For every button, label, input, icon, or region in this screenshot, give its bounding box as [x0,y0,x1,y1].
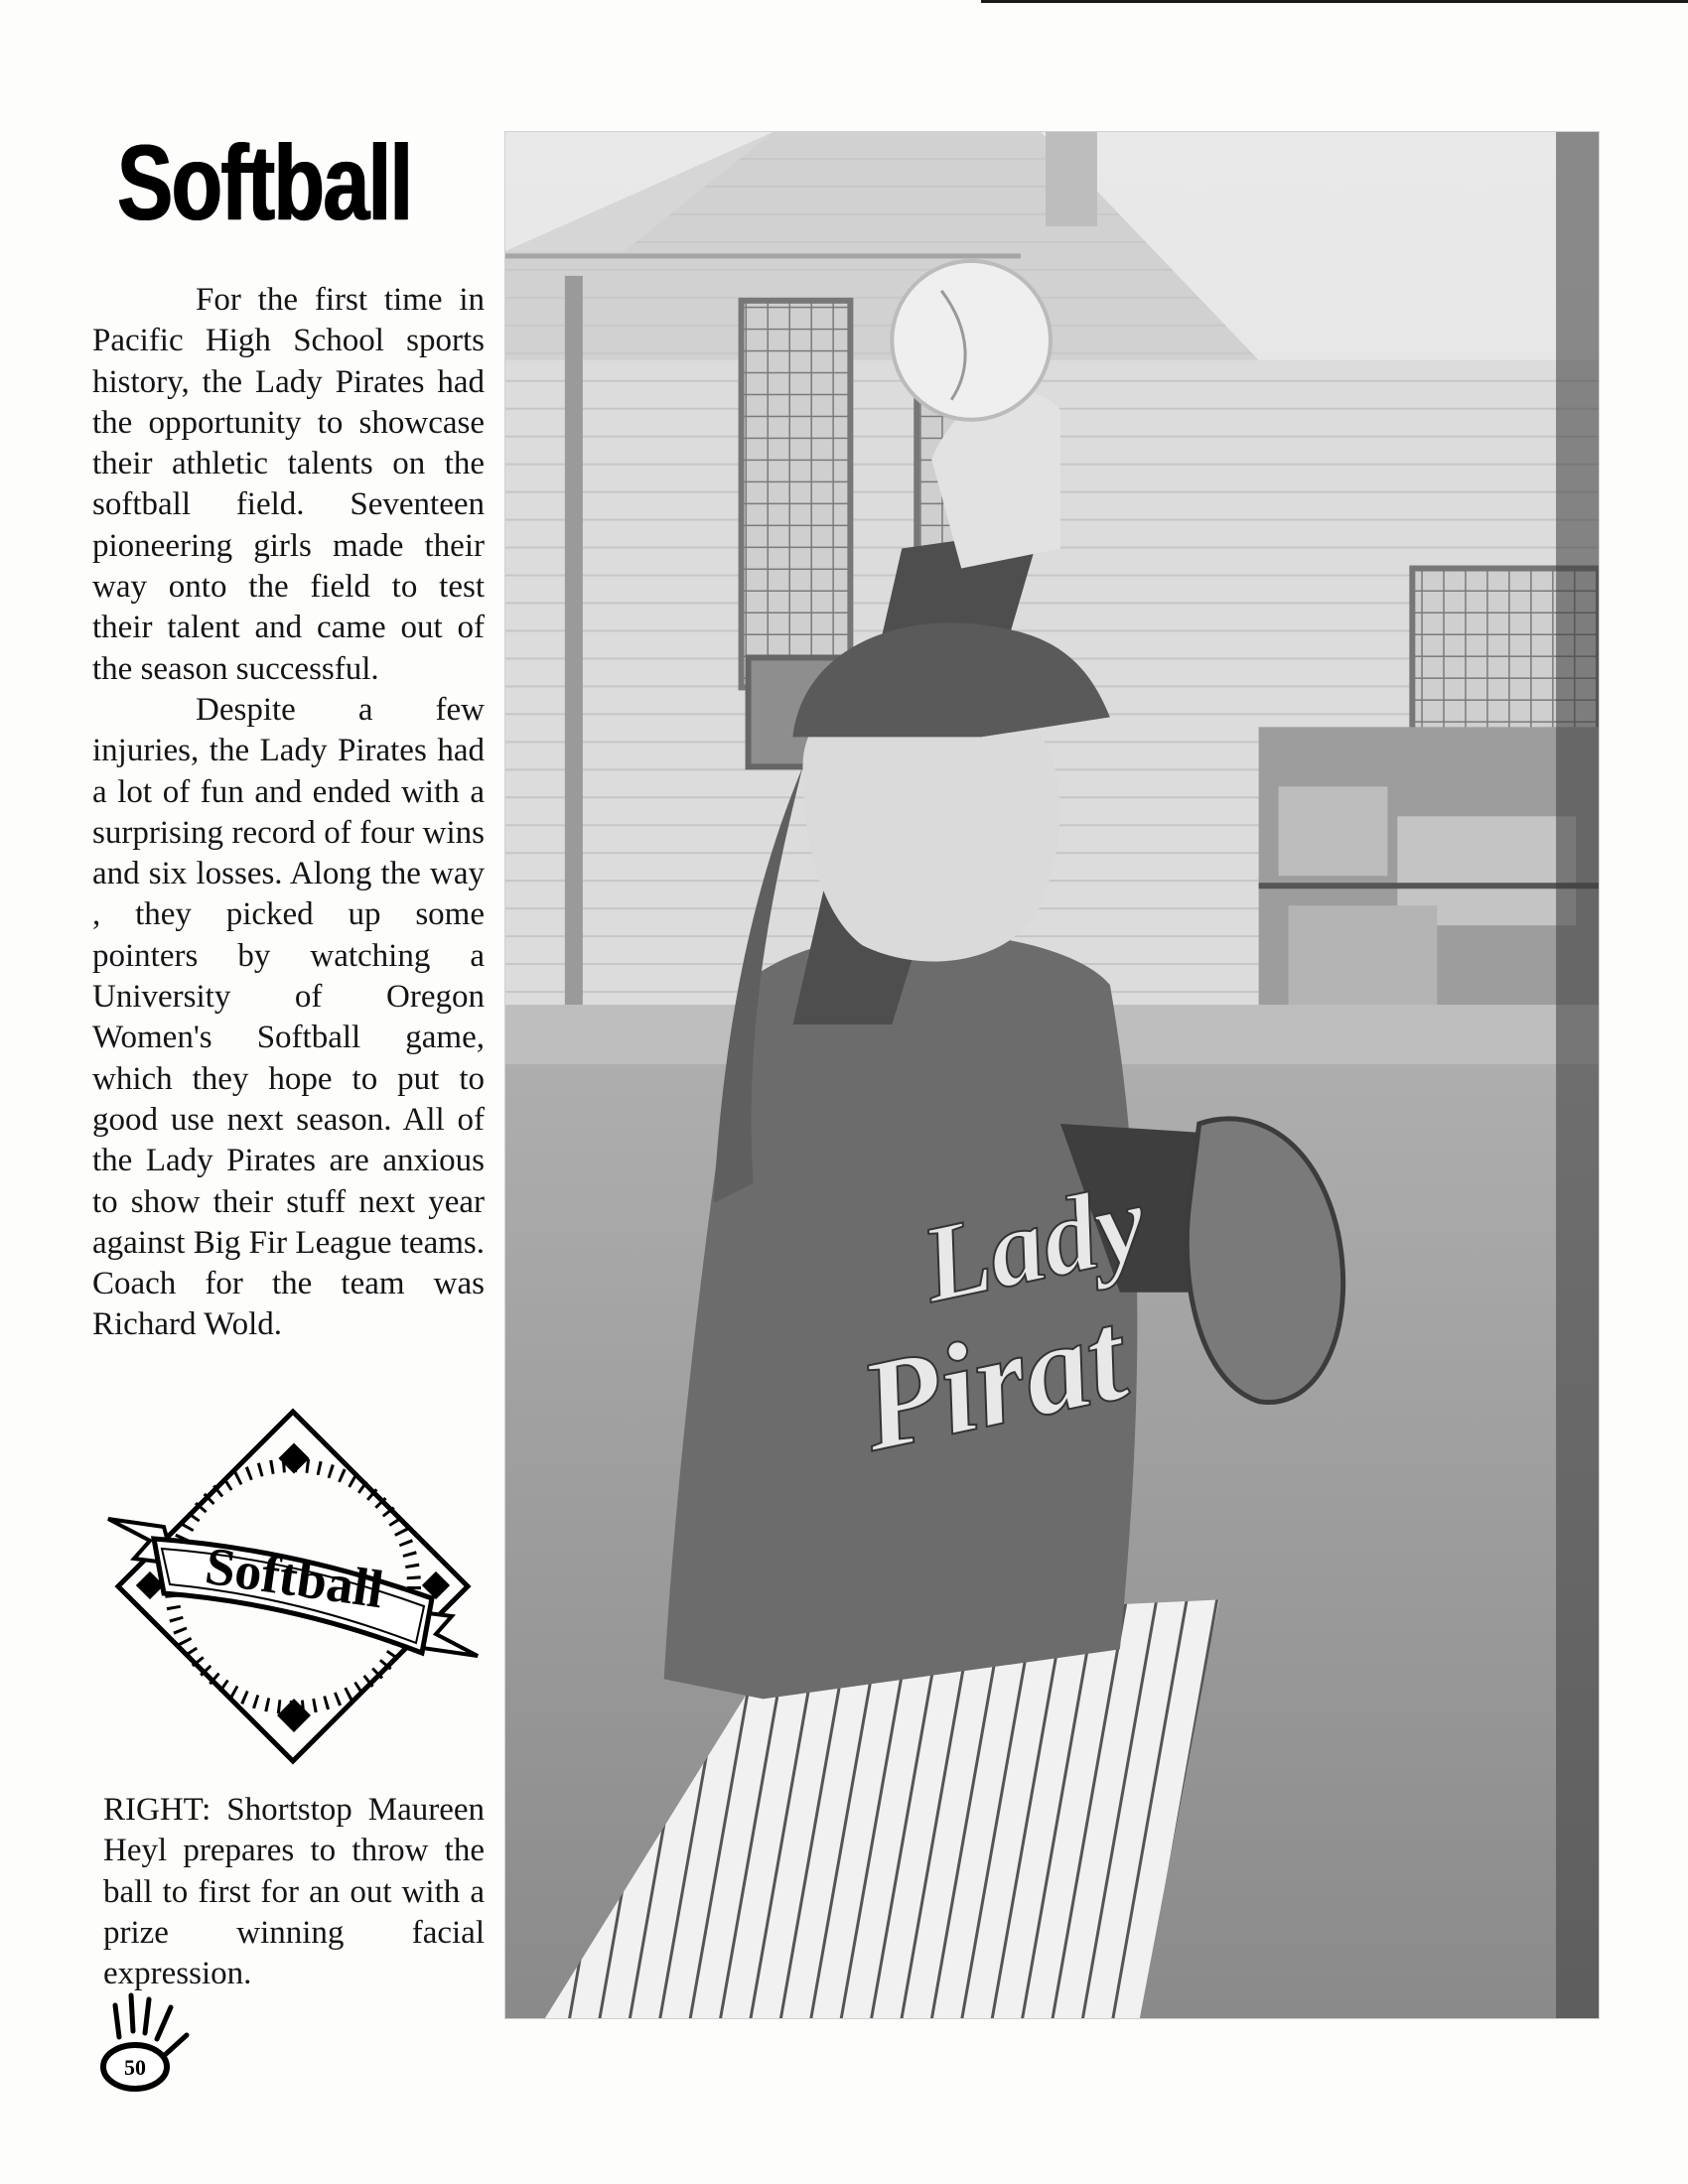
handprint-icon [95,1985,214,2095]
softball-diamond-logo-icon [94,1400,492,1777]
article-paragraph: Despite a few injuries, the Lady Pirates had a lot of fun and ended with a surprising record of four wins and six losses. Along the way , they picked up some pointers by watching a University of Oregon Women's Softball game, which they hope to put to good use next season. All of the Lady Pirates are anxious to show their stuff next year against Big Fir League teams. Coach for the team was Richard Wold. [92,691,485,1343]
jersey-text-lady: Lady [911,1160,1156,1326]
photo-caption: RIGHT: Shortstop Maureen Heyl prepares to throw the ball to first for an out with a prize winning facial expression. [103,1792,485,1992]
page-number: 50 [124,2055,146,2080]
softball-player-photo [504,131,1600,2019]
jersey-text-pirates: Pirat [848,1284,1138,1479]
article-body [92,280,485,1346]
page-title: Softball [117,122,412,242]
article-paragraph: For the first time in Pacific High School sports history, the Lady Pirates had the opportunity to showcase their athletic talents on the softball field. Seventeen pioneering girls made their way onto the field to test their talent and came out of the season successful. [92,282,485,687]
logo-banner-text: Softball [202,1535,387,1620]
top-rule [981,0,1688,3]
